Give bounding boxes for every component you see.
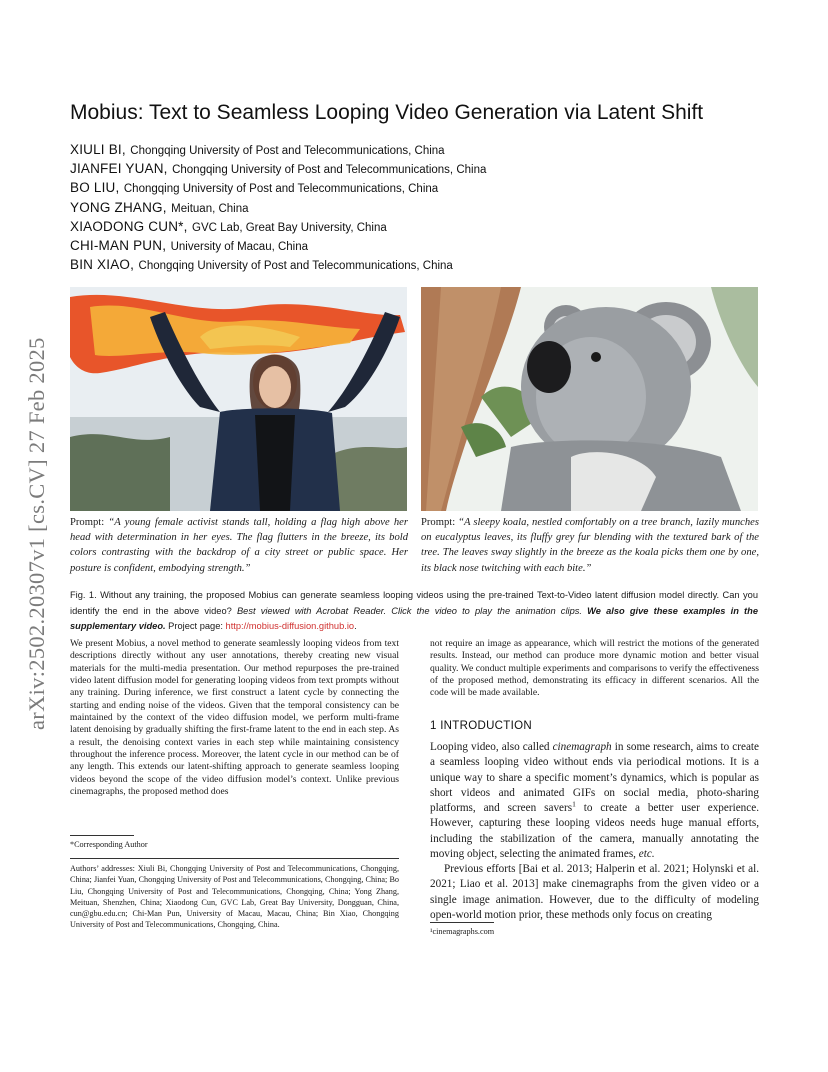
corresponding-author-note: *Corresponding Author (70, 840, 148, 849)
figure-prompt-left (70, 515, 408, 576)
author-affiliation: Chongqing University of Post and Telecommunications, China (123, 183, 439, 196)
author-entry (70, 140, 770, 159)
abstract-right-column: not require an image as appearance, which will restrict the motions of the generated results. Instead, our method can produce more dynamic motion and better visual quality. We conduct multiple experiments and comparisons to verify the effectiveness of the proposed method, demonstrating its efficacy in different scenarios. All the code will be made available. (430, 638, 759, 699)
author-name: JIANFEI YUAN, (70, 161, 168, 177)
prompt-text: “A sleepy koala, nestled comfortably on a tree branch, lazily munches on eucalyptus leaves, its fluffy grey fur blending with the textured bark of the tree. The leaves sway slightly in the breeze as the koala picks them one by one, its black nose twitching with each bite.” (421, 517, 759, 574)
author-name: BO LIU, (70, 180, 120, 196)
figure-prompt-right (421, 515, 759, 576)
figure-caption (70, 588, 758, 635)
caption-project-label: Project page: (165, 621, 226, 632)
author-affiliation: GVC Lab, Great Bay University, China (192, 221, 387, 234)
koala-illustration (421, 287, 758, 511)
introduction-text (430, 740, 759, 923)
author-list (70, 140, 770, 274)
caption-lead: Fig. 1. Without any training, the proposed Mobius can generate seamless looping videos using the pre-trained Text-to-Video latent diffusion model directly. Can you identify the end in the above video? (70, 590, 758, 616)
prompt-text: “A young female activist stands tall, holding a flag high above her head with determination in her eyes. The flag flutters in the breeze, its bold colors contrasting with the backdrop of a city street or public space. Her posture is confident, embodying strength.” (70, 517, 409, 574)
author-entry (70, 255, 770, 274)
paper-title: Mobius: Text to Seamless Looping Video Generation via Latent Shift (70, 101, 704, 124)
figure-video-activist[interactable] (70, 287, 407, 511)
footnote-cinemagraphs: ¹cinemagraphs.com (430, 927, 495, 936)
author-name: XIAODONG CUN*, (70, 218, 188, 234)
footnote-rule-right (430, 922, 494, 923)
author-entry (70, 217, 770, 236)
intro-emphasis: etc. (638, 847, 655, 860)
author-affiliation: University of Macau, China (170, 240, 309, 253)
abstract-left-column: We present Mobius, a novel method to generate seamlessly looping videos from text descriptions directly without any user annotations, thereby creating new visual materials for the multi-media presentation. Our method repurposes the pre-trained video latent diffusion model for generating looping videos from text prompts without any training. During inference, we first construct a latent cycle by connecting the starting and ending noise of the videos. Given that the temporal consistency can be maintained by the context of the video diffusion model, we perform multi-frame latent denoising by gradually shifting the first-frame latent to the end in each step. As a result, the denoising context varies in each step while maintaining consistency throughout the inference process. Moreover, the latent cycle in our method can be of any length. This extends our latent-shifting approach to generate seamless looping videos beyond the scope of the video diffusion model’s context. Unlike previous cinemagraphs, the proposed method does (70, 638, 399, 798)
intro-emphasis: cinemagraph (552, 741, 612, 753)
project-page-link[interactable]: http://mobius-diffusion.github.io (225, 621, 355, 632)
activist-flag-illustration (70, 287, 407, 511)
author-affiliation: Chongqing University of Post and Telecommunications, China (138, 260, 453, 273)
author-entry (70, 178, 770, 197)
intro-text: Looping video, also called (430, 741, 553, 753)
author-name: BIN XIAO, (70, 257, 135, 273)
addresses-rule (70, 858, 399, 859)
author-affiliation: Meituan, China (171, 202, 249, 215)
figure-video-koala[interactable] (421, 287, 758, 511)
footnote-rule (70, 835, 134, 836)
author-addresses: Authors’ addresses: Xiuli Bi, Chongqing University of Post and Telecommunications, Chongqing, China; Jianfei Yuan, Chongqing University of Post and Telecommunications, Chongqing, China; Bo Liu, Chongqing University of Post and Telecommunications, Chongqing, China; Yong Zhang, Meituan, Shenzhen, China; Xiaodong Cun, GVC Lab, Great Bay University, Dongguan, China, cun@gbu.edu.cn; Chi-Man Pun, University of Macau, Macau, China; Bin Xiao, Chongqing University of Post and Telecommunications, Chongqing, China. (70, 864, 399, 930)
author-affiliation: Chongqing University of Post and Telecommunications, China (172, 164, 487, 177)
section-heading-introduction: 1 INTRODUCTION (430, 720, 532, 732)
author-entry (70, 236, 770, 255)
caption-bold-italic: We also give these examples in the supplementary video. (70, 605, 759, 632)
intro-text: to create a better user experience. However, capturing these looping videos needs huge manual efforts, including the stabilization of the camera, manually annotating the moving object, selecting the animated frames, (430, 802, 759, 860)
author-name: XIULI BI, (70, 142, 126, 157)
intro-text: in some research, aims to create a seamless looping video without ends via periodical motions. It is a unique way to share a specific moment’s dynamics, which is popular as short videos and animated GIFs on social media, photo-sharing platforms, and screen savers (430, 741, 759, 814)
prompt-label: Prompt: (70, 517, 109, 528)
author-entry (70, 198, 770, 217)
author-name: YONG ZHANG, (70, 199, 167, 215)
author-affiliation: Chongqing University of Post and Telecommunications, China (130, 145, 445, 157)
intro-paragraph-1 (430, 740, 759, 862)
prompt-label: Prompt: (421, 517, 459, 528)
author-entry (70, 159, 770, 178)
footnote-marker[interactable]: 1 (572, 799, 576, 809)
caption-end: . (354, 621, 357, 632)
author-name: CHI-MAN PUN, (70, 237, 167, 253)
caption-italic: Best viewed with Acrobat Reader. Click the video to play the animation clips. (236, 605, 588, 616)
arxiv-identifier: arXiv:2502.20307v1 [cs.CV] 27 Feb 2025 (24, 337, 49, 730)
intro-paragraph-2: Previous efforts [Bai et al. 2013; Halperin et al. 2021; Holynski et al. 2021; Liao et al. 2013] make cinemagraphs from the given video or a single image animation. However, due to the difficulty of modeling open-world motion prior, these methods only focus on creating (430, 863, 759, 921)
